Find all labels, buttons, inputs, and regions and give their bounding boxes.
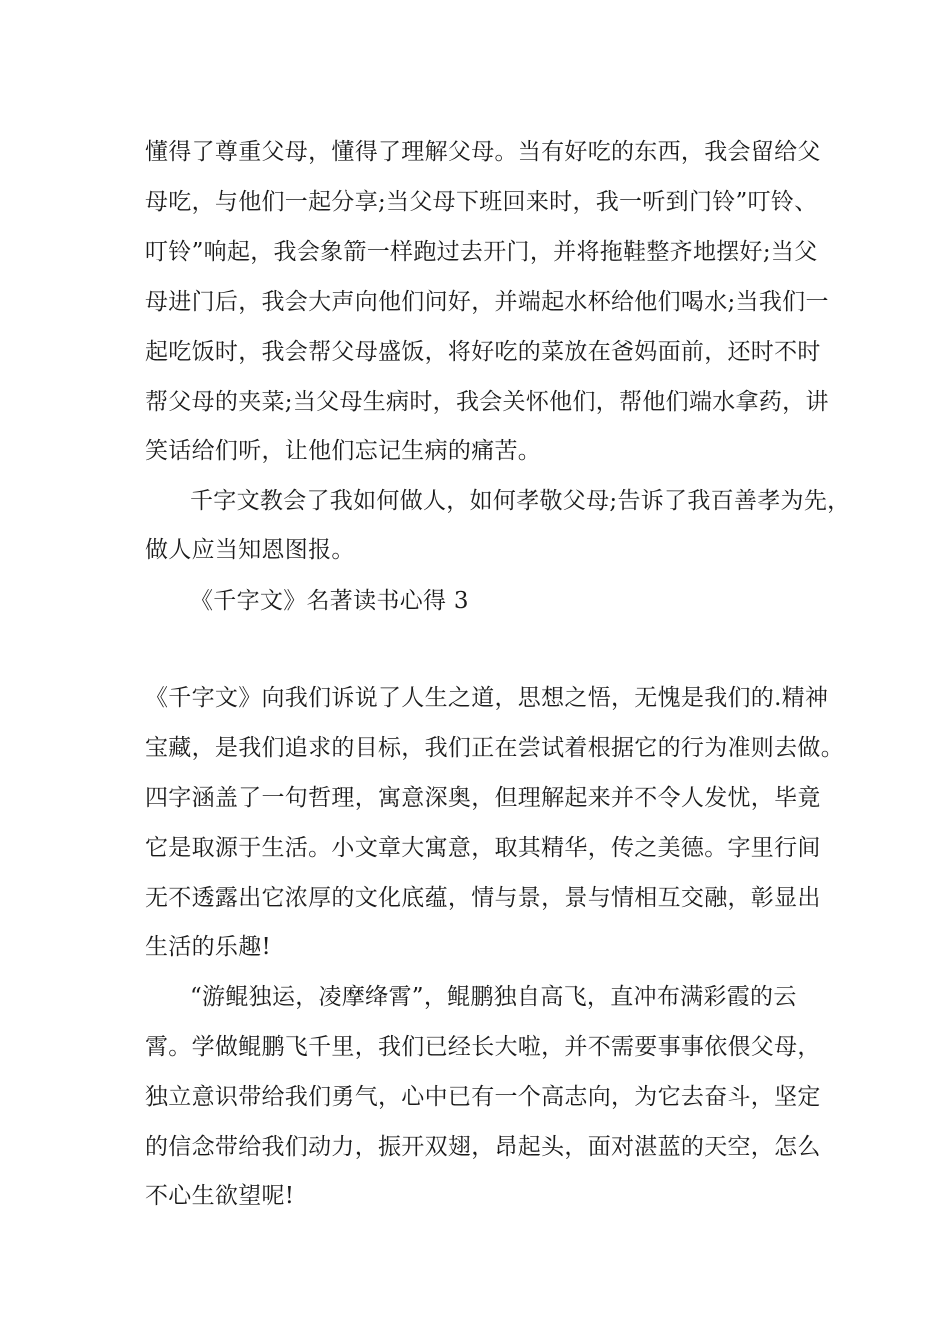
text-line: 不心生欲望呢! xyxy=(145,1183,295,1209)
text-line: 《千字文》向我们诉说了人生之道，思想之悟，无愧是我们的.精神 xyxy=(145,685,829,711)
text-line: 母吃，与他们一起分享;当父母下班回来时，我一听到门铃”叮铃、 xyxy=(145,189,818,215)
text-line: 生活的乐趣! xyxy=(145,934,272,960)
text-line: 做人应当知恩图报。 xyxy=(145,537,355,563)
text-line: 笑话给们听，让他们忘记生病的痛苦。 xyxy=(145,438,542,464)
text-line: 千字文教会了我如何做人，如何孝敬父母;告诉了我百善孝为先， xyxy=(190,488,851,514)
text-line: 懂得了尊重父母，懂得了理解父母。当有好吃的东西，我会留给父 xyxy=(145,139,821,165)
text-line: 独立意识带给我们勇气，心中已有一个高志向，为它去奋斗，坚定 xyxy=(145,1084,821,1110)
text-line: 四字涵盖了一句哲理，寓意深奥，但理解起来并不令人发忧，毕竟 xyxy=(145,785,821,811)
text-line: 它是取源于生活。小文章大寓意，取其精华，传之美德。字里行间 xyxy=(145,835,821,861)
section-title: 《千字文》名著读书心得 3 xyxy=(190,588,469,614)
text-line: 叮铃”响起，我会象箭一样跑过去开门，并将拖鞋整齐地摆好;当父 xyxy=(145,239,818,265)
text-line: 霄。学做鲲鹏飞千里，我们已经长大啦，并不需要事事依偎父母， xyxy=(145,1034,821,1060)
text-line: 的信念带给我们动力，振开双翅，昂起头，面对湛蓝的天空，怎么 xyxy=(145,1134,821,1160)
text-line: 起吃饭时，我会帮父母盛饭，将好吃的菜放在爸妈面前，还时不时 xyxy=(145,339,821,365)
text-line: 宝藏，是我们追求的目标，我们正在尝试着根据它的行为准则去做。 xyxy=(145,735,844,761)
text-line: “游鲲独运，凌摩绛霄”，鲲鹏独自高飞，直冲布满彩霞的云 xyxy=(190,984,797,1010)
text-line: 无不透露出它浓厚的文化底蕴，情与景，景与情相互交融，彰显出 xyxy=(145,885,821,911)
text-line: 帮父母的夹菜;当父母生病时，我会关怀他们，帮他们端水拿药，讲 xyxy=(145,389,829,415)
text-line: 母进门后，我会大声向他们问好，并端起水杯给他们喝水;当我们一 xyxy=(145,289,829,315)
